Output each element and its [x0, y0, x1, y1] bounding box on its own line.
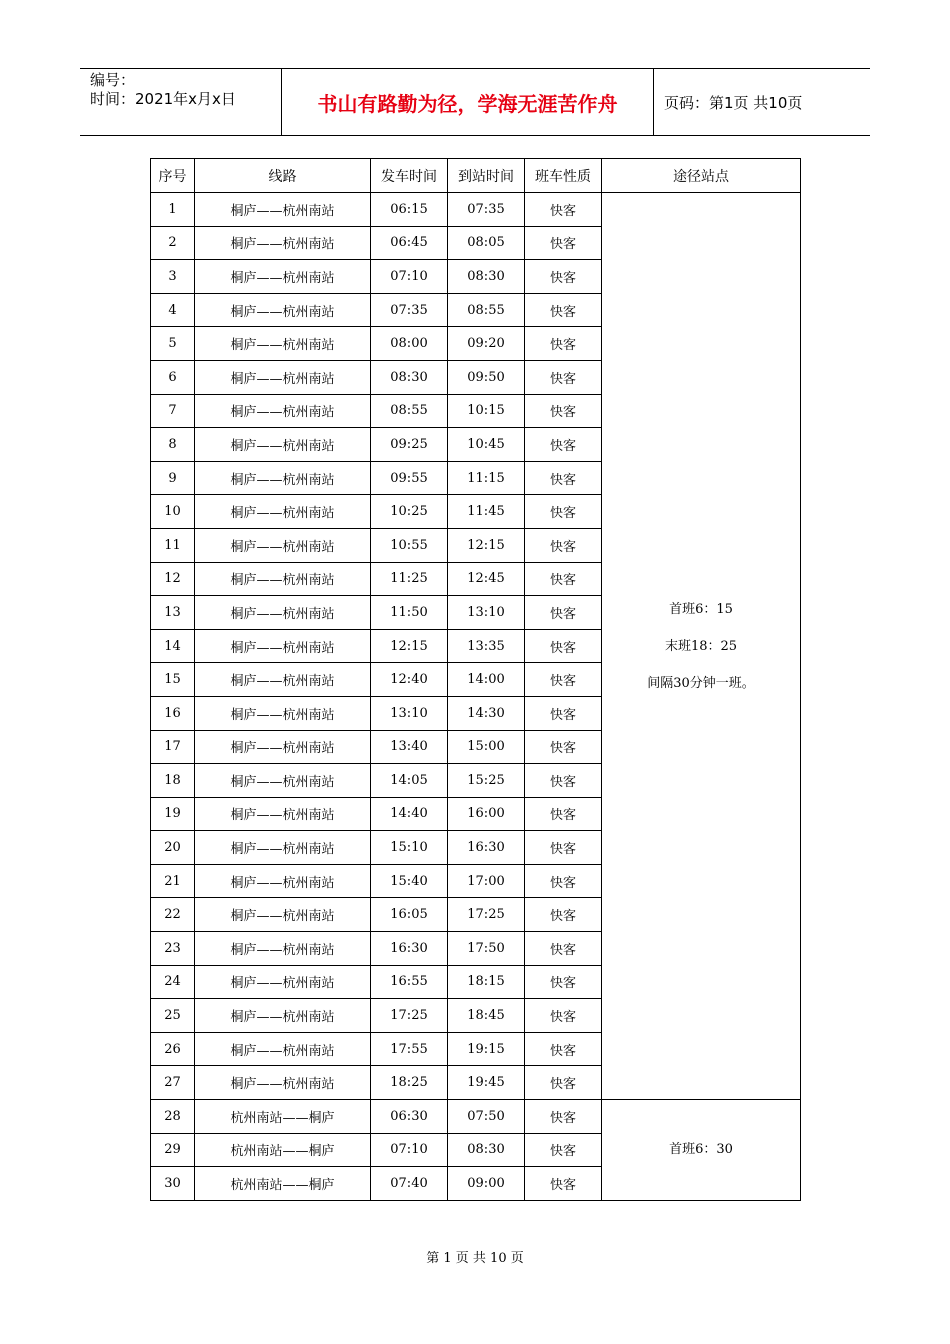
cell-arrive: 08:55	[448, 293, 525, 327]
cell-depart: 08:30	[371, 360, 448, 394]
cell-route: 杭州南站——桐庐	[195, 1100, 371, 1134]
cell-route: 桐庐——杭州南站	[195, 831, 371, 865]
cell-depart: 09:25	[371, 428, 448, 462]
cell-type: 快客	[525, 193, 602, 227]
cell-no: 29	[151, 1133, 195, 1167]
cell-no: 8	[151, 428, 195, 462]
page-header	[80, 68, 870, 136]
cell-type: 快客	[525, 663, 602, 697]
stops-note-line: 间隔30分钟一班。	[647, 675, 755, 691]
cell-no: 10	[151, 495, 195, 529]
cell-depart: 15:40	[371, 864, 448, 898]
page-footer: 第 1 页 共 10 页	[426, 1251, 524, 1266]
bus-timetable	[150, 158, 801, 1201]
cell-no: 7	[151, 394, 195, 428]
cell-no: 24	[151, 965, 195, 999]
cell-type: 快客	[525, 898, 602, 932]
cell-route: 桐庐——杭州南站	[195, 999, 371, 1033]
cell-arrive: 17:25	[448, 898, 525, 932]
cell-arrive: 07:50	[448, 1100, 525, 1134]
cell-type: 快客	[525, 495, 602, 529]
cell-route: 桐庐——杭州南站	[195, 663, 371, 697]
cell-type: 快客	[525, 428, 602, 462]
cell-depart: 12:40	[371, 663, 448, 697]
cell-depart: 10:55	[371, 528, 448, 562]
cell-no: 9	[151, 461, 195, 495]
cell-arrive: 14:30	[448, 696, 525, 730]
cell-type: 快客	[525, 293, 602, 327]
cell-depart: 13:40	[371, 730, 448, 764]
cell-arrive: 07:35	[448, 193, 525, 227]
cell-type: 快客	[525, 965, 602, 999]
cell-route: 桐庐——杭州南站	[195, 696, 371, 730]
cell-type: 快客	[525, 797, 602, 831]
cell-no: 17	[151, 730, 195, 764]
cell-no: 27	[151, 1066, 195, 1100]
cell-depart: 13:10	[371, 696, 448, 730]
cell-type: 快客	[525, 730, 602, 764]
cell-depart: 08:55	[371, 394, 448, 428]
cell-no: 12	[151, 562, 195, 596]
cell-route: 桐庐——杭州南站	[195, 428, 371, 462]
cell-arrive: 19:15	[448, 1032, 525, 1066]
cell-route: 桐庐——杭州南站	[195, 495, 371, 529]
stops-note-line: 首班6：15	[669, 601, 733, 617]
cell-type: 快客	[525, 1032, 602, 1066]
cell-depart: 06:15	[371, 193, 448, 227]
cell-type: 快客	[525, 932, 602, 966]
cell-route: 桐庐——杭州南站	[195, 260, 371, 294]
cell-type: 快客	[525, 864, 602, 898]
cell-arrive: 09:20	[448, 327, 525, 361]
cell-no: 11	[151, 528, 195, 562]
cell-type: 快客	[525, 999, 602, 1033]
cell-route: 桐庐——杭州南站	[195, 596, 371, 630]
cell-no: 3	[151, 260, 195, 294]
cell-no: 13	[151, 596, 195, 630]
cell-type: 快客	[525, 831, 602, 865]
cell-depart: 10:25	[371, 495, 448, 529]
col-header-arrive: 到站时间	[448, 159, 525, 193]
cell-type: 快客	[525, 596, 602, 630]
cell-depart: 07:10	[371, 260, 448, 294]
cell-depart: 16:05	[371, 898, 448, 932]
cell-depart: 06:45	[371, 226, 448, 260]
col-header-type: 班车性质	[525, 159, 602, 193]
cell-type: 快客	[525, 461, 602, 495]
cell-arrive: 13:10	[448, 596, 525, 630]
cell-depart: 07:10	[371, 1133, 448, 1167]
cell-arrive: 11:15	[448, 461, 525, 495]
cell-no: 4	[151, 293, 195, 327]
cell-route: 桐庐——杭州南站	[195, 293, 371, 327]
cell-type: 快客	[525, 327, 602, 361]
cell-no: 6	[151, 360, 195, 394]
cell-route: 桐庐——杭州南站	[195, 562, 371, 596]
cell-depart: 12:15	[371, 629, 448, 663]
cell-route: 桐庐——杭州南站	[195, 629, 371, 663]
cell-depart: 16:55	[371, 965, 448, 999]
cell-no: 2	[151, 226, 195, 260]
cell-route: 桐庐——杭州南站	[195, 932, 371, 966]
stops-note-line: 首班6：30	[669, 1142, 733, 1158]
cell-depart: 17:55	[371, 1032, 448, 1066]
cell-arrive: 18:45	[448, 999, 525, 1033]
cell-type: 快客	[525, 764, 602, 798]
cell-no: 18	[151, 764, 195, 798]
cell-arrive: 16:00	[448, 797, 525, 831]
cell-route: 桐庐——杭州南站	[195, 797, 371, 831]
cell-depart: 14:05	[371, 764, 448, 798]
cell-depart: 11:25	[371, 562, 448, 596]
cell-no: 15	[151, 663, 195, 697]
cell-route: 桐庐——杭州南站	[195, 764, 371, 798]
cell-route: 桐庐——杭州南站	[195, 1032, 371, 1066]
cell-type: 快客	[525, 1133, 602, 1167]
cell-no: 19	[151, 797, 195, 831]
cell-arrive: 15:00	[448, 730, 525, 764]
cell-arrive: 09:50	[448, 360, 525, 394]
cell-arrive: 18:15	[448, 965, 525, 999]
cell-no: 20	[151, 831, 195, 865]
cell-type: 快客	[525, 1167, 602, 1201]
cell-depart: 15:10	[371, 831, 448, 865]
cell-no: 23	[151, 932, 195, 966]
header-meta	[80, 69, 282, 136]
cell-arrive: 08:30	[448, 1133, 525, 1167]
table-body	[151, 193, 801, 1201]
cell-depart: 11:50	[371, 596, 448, 630]
cell-type: 快客	[525, 1100, 602, 1134]
table-row	[151, 1100, 801, 1134]
cell-type: 快客	[525, 629, 602, 663]
cell-route: 杭州南站——桐庐	[195, 1167, 371, 1201]
cell-type: 快客	[525, 1066, 602, 1100]
cell-arrive: 16:30	[448, 831, 525, 865]
cell-depart: 16:30	[371, 932, 448, 966]
cell-depart: 07:40	[371, 1167, 448, 1201]
cell-route: 桐庐——杭州南站	[195, 360, 371, 394]
cell-no: 26	[151, 1032, 195, 1066]
cell-type: 快客	[525, 360, 602, 394]
time-label: 时间：2021年x月x日	[90, 90, 236, 108]
cell-type: 快客	[525, 226, 602, 260]
cell-type: 快客	[525, 260, 602, 294]
cell-type: 快客	[525, 696, 602, 730]
cell-type: 快客	[525, 528, 602, 562]
cell-no: 1	[151, 193, 195, 227]
col-header-no: 序号	[151, 159, 195, 193]
cell-route: 桐庐——杭州南站	[195, 193, 371, 227]
cell-no: 22	[151, 898, 195, 932]
cell-arrive: 11:45	[448, 495, 525, 529]
col-header-depart: 发车时间	[371, 159, 448, 193]
number-label: 编号：	[90, 71, 136, 89]
cell-arrive: 19:45	[448, 1066, 525, 1100]
cell-route: 桐庐——杭州南站	[195, 730, 371, 764]
cell-route: 桐庐——杭州南站	[195, 898, 371, 932]
cell-no: 25	[151, 999, 195, 1033]
cell-route: 桐庐——杭州南站	[195, 528, 371, 562]
cell-route: 桐庐——杭州南站	[195, 864, 371, 898]
header-motto: 书山有路勤为径，学海无涯苦作舟	[282, 69, 654, 136]
cell-no: 16	[151, 696, 195, 730]
cell-no: 30	[151, 1167, 195, 1201]
cell-arrive: 09:00	[448, 1167, 525, 1201]
cell-route: 桐庐——杭州南站	[195, 965, 371, 999]
cell-arrive: 17:50	[448, 932, 525, 966]
cell-no: 14	[151, 629, 195, 663]
cell-no: 28	[151, 1100, 195, 1134]
header-page-label: 页码：第1页 共10页	[664, 94, 803, 112]
cell-arrive: 13:35	[448, 629, 525, 663]
col-header-stops: 途径站点	[602, 159, 801, 193]
cell-depart: 07:35	[371, 293, 448, 327]
cell-arrive: 12:45	[448, 562, 525, 596]
cell-route: 桐庐——杭州南站	[195, 327, 371, 361]
stops-note-line: 末班18：25	[664, 638, 738, 654]
cell-route: 桐庐——杭州南站	[195, 394, 371, 428]
stops-note-cell	[602, 1100, 801, 1201]
cell-route: 桐庐——杭州南站	[195, 1066, 371, 1100]
cell-type: 快客	[525, 394, 602, 428]
table-row	[151, 193, 801, 227]
cell-depart: 06:30	[371, 1100, 448, 1134]
col-header-route: 线路	[195, 159, 371, 193]
cell-depart: 09:55	[371, 461, 448, 495]
cell-arrive: 14:00	[448, 663, 525, 697]
stops-note-cell	[602, 193, 801, 1100]
cell-arrive: 17:00	[448, 864, 525, 898]
cell-no: 5	[151, 327, 195, 361]
cell-depart: 17:25	[371, 999, 448, 1033]
cell-arrive: 15:25	[448, 764, 525, 798]
cell-arrive: 10:15	[448, 394, 525, 428]
table-header-row	[151, 159, 801, 193]
cell-depart: 08:00	[371, 327, 448, 361]
cell-route: 桐庐——杭州南站	[195, 461, 371, 495]
cell-depart: 14:40	[371, 797, 448, 831]
cell-arrive: 12:15	[448, 528, 525, 562]
cell-route: 杭州南站——桐庐	[195, 1133, 371, 1167]
cell-arrive: 08:30	[448, 260, 525, 294]
cell-type: 快客	[525, 562, 602, 596]
cell-no: 21	[151, 864, 195, 898]
cell-arrive: 10:45	[448, 428, 525, 462]
cell-depart: 18:25	[371, 1066, 448, 1100]
cell-arrive: 08:05	[448, 226, 525, 260]
cell-route: 桐庐——杭州南站	[195, 226, 371, 260]
